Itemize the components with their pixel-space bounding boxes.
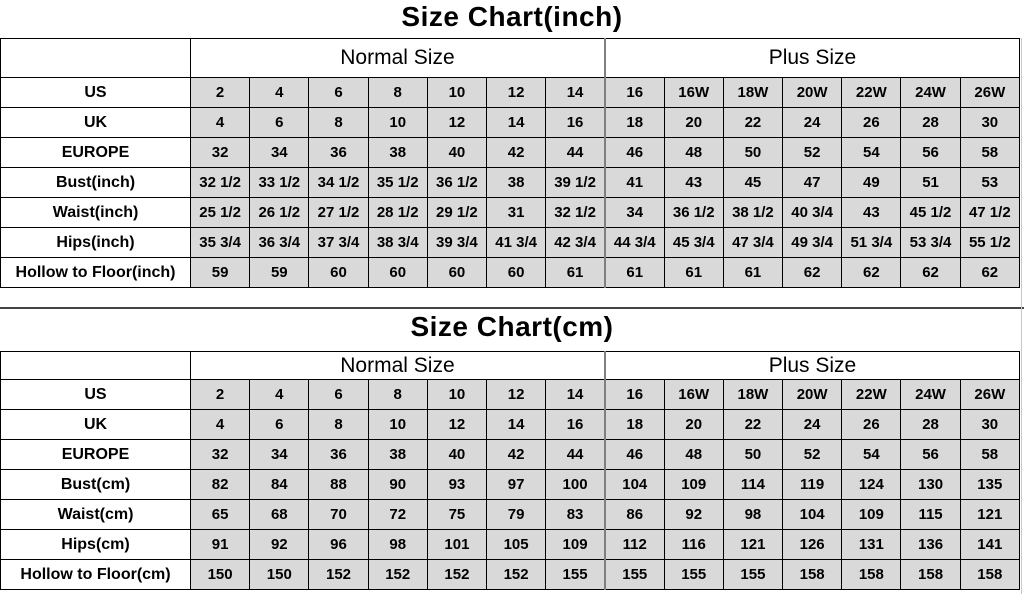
data-cell: 96 <box>309 530 368 560</box>
data-cell: 24W <box>901 380 960 410</box>
data-cell: 38 <box>368 440 427 470</box>
row-label: Hips(cm) <box>1 530 191 560</box>
data-cell: 32 <box>191 138 250 168</box>
data-cell: 50 <box>723 440 782 470</box>
data-cell: 18 <box>605 108 664 138</box>
data-cell: 56 <box>901 138 960 168</box>
data-cell: 38 1/2 <box>723 198 782 228</box>
data-cell: 12 <box>487 380 546 410</box>
data-cell: 152 <box>487 560 546 590</box>
data-cell: 10 <box>427 78 486 108</box>
data-cell: 155 <box>664 560 723 590</box>
data-cell: 155 <box>546 560 605 590</box>
data-cell: 98 <box>723 500 782 530</box>
data-cell: 54 <box>842 138 901 168</box>
data-cell: 16W <box>664 380 723 410</box>
data-cell: 56 <box>901 440 960 470</box>
data-cell: 33 1/2 <box>250 168 309 198</box>
data-cell: 34 <box>250 138 309 168</box>
data-cell: 10 <box>368 108 427 138</box>
data-cell: 44 <box>546 138 605 168</box>
data-cell: 8 <box>368 380 427 410</box>
data-cell: 24 <box>783 410 842 440</box>
data-cell: 6 <box>250 410 309 440</box>
table-row <box>1 470 1020 500</box>
data-cell: 61 <box>723 258 782 288</box>
data-cell: 158 <box>901 560 960 590</box>
data-cell: 72 <box>368 500 427 530</box>
data-cell: 43 <box>842 198 901 228</box>
data-cell: 59 <box>250 258 309 288</box>
data-cell: 28 <box>901 410 960 440</box>
row-label: Waist(cm) <box>1 500 191 530</box>
data-cell: 44 <box>546 440 605 470</box>
row-label: EUROPE <box>1 138 191 168</box>
data-cell: 158 <box>960 560 1019 590</box>
data-cell: 28 1/2 <box>368 198 427 228</box>
data-cell: 8 <box>368 78 427 108</box>
row-label: EUROPE <box>1 440 191 470</box>
table-row <box>1 78 1020 108</box>
row-label: Hips(inch) <box>1 228 191 258</box>
section-divider-line <box>0 307 1024 309</box>
data-cell: 158 <box>842 560 901 590</box>
data-cell: 2 <box>191 78 250 108</box>
data-cell: 26 <box>842 108 901 138</box>
data-cell: 26W <box>960 380 1019 410</box>
data-cell: 155 <box>723 560 782 590</box>
data-cell: 39 3/4 <box>427 228 486 258</box>
data-cell: 109 <box>664 470 723 500</box>
data-cell: 126 <box>783 530 842 560</box>
data-cell: 91 <box>191 530 250 560</box>
row-label: Hollow to Floor(inch) <box>1 258 191 288</box>
size-chart-cm-table <box>0 351 1020 590</box>
data-cell: 47 1/2 <box>960 198 1019 228</box>
data-cell: 12 <box>487 78 546 108</box>
data-cell: 60 <box>427 258 486 288</box>
data-cell: 16 <box>605 78 664 108</box>
data-cell: 136 <box>901 530 960 560</box>
data-cell: 20W <box>783 78 842 108</box>
data-cell: 141 <box>960 530 1019 560</box>
data-cell: 112 <box>605 530 664 560</box>
data-cell: 48 <box>664 440 723 470</box>
data-cell: 20W <box>783 380 842 410</box>
data-cell: 115 <box>901 500 960 530</box>
data-cell: 158 <box>783 560 842 590</box>
data-cell: 58 <box>960 138 1019 168</box>
data-cell: 32 1/2 <box>191 168 250 198</box>
row-label: US <box>1 78 191 108</box>
corner-cell <box>1 39 191 78</box>
data-cell: 60 <box>368 258 427 288</box>
data-cell: 42 <box>487 440 546 470</box>
data-cell: 155 <box>605 560 664 590</box>
data-cell: 58 <box>960 440 1019 470</box>
data-cell: 8 <box>309 108 368 138</box>
data-cell: 40 <box>427 440 486 470</box>
data-cell: 61 <box>546 258 605 288</box>
data-cell: 130 <box>901 470 960 500</box>
data-cell: 45 <box>723 168 782 198</box>
data-cell: 75 <box>427 500 486 530</box>
data-cell: 109 <box>842 500 901 530</box>
data-cell: 31 <box>487 198 546 228</box>
size-chart-cm-title: Size Chart(cm) <box>410 311 614 342</box>
data-cell: 36 <box>309 440 368 470</box>
data-cell: 22W <box>842 78 901 108</box>
data-cell: 6 <box>309 380 368 410</box>
data-cell: 37 3/4 <box>309 228 368 258</box>
data-cell: 24 <box>783 108 842 138</box>
data-cell: 104 <box>783 500 842 530</box>
row-label: Hollow to Floor(cm) <box>1 560 191 590</box>
group-header-row <box>1 352 1020 380</box>
row-label: UK <box>1 410 191 440</box>
data-cell: 92 <box>250 530 309 560</box>
data-cell: 61 <box>664 258 723 288</box>
data-cell: 124 <box>842 470 901 500</box>
data-cell: 119 <box>783 470 842 500</box>
data-cell: 4 <box>250 78 309 108</box>
data-cell: 109 <box>546 530 605 560</box>
row-label: Bust(cm) <box>1 470 191 500</box>
data-cell: 28 <box>901 108 960 138</box>
data-cell: 41 <box>605 168 664 198</box>
table-row <box>1 410 1020 440</box>
data-cell: 40 <box>427 138 486 168</box>
data-cell: 49 3/4 <box>783 228 842 258</box>
data-cell: 45 1/2 <box>901 198 960 228</box>
data-cell: 84 <box>250 470 309 500</box>
data-cell: 86 <box>605 500 664 530</box>
data-cell: 152 <box>368 560 427 590</box>
data-cell: 105 <box>487 530 546 560</box>
data-cell: 26 <box>842 410 901 440</box>
data-cell: 38 3/4 <box>368 228 427 258</box>
data-cell: 44 3/4 <box>605 228 664 258</box>
data-cell: 62 <box>842 258 901 288</box>
data-cell: 121 <box>960 500 1019 530</box>
data-cell: 116 <box>664 530 723 560</box>
data-cell: 42 3/4 <box>546 228 605 258</box>
data-cell: 35 1/2 <box>368 168 427 198</box>
data-cell: 14 <box>546 78 605 108</box>
table-row <box>1 258 1020 288</box>
data-cell: 62 <box>960 258 1019 288</box>
data-cell: 50 <box>723 138 782 168</box>
row-label: Waist(inch) <box>1 198 191 228</box>
data-cell: 49 <box>842 168 901 198</box>
data-cell: 62 <box>901 258 960 288</box>
data-cell: 4 <box>250 380 309 410</box>
table-row <box>1 500 1020 530</box>
data-cell: 61 <box>605 258 664 288</box>
data-cell: 18W <box>723 380 782 410</box>
data-cell: 152 <box>309 560 368 590</box>
data-cell: 48 <box>664 138 723 168</box>
data-cell: 54 <box>842 440 901 470</box>
data-cell: 82 <box>191 470 250 500</box>
data-cell: 150 <box>250 560 309 590</box>
data-cell: 93 <box>427 470 486 500</box>
column-group-header: Normal Size <box>191 352 605 380</box>
data-cell: 51 3/4 <box>842 228 901 258</box>
table-row <box>1 198 1020 228</box>
data-cell: 101 <box>427 530 486 560</box>
data-cell: 20 <box>664 410 723 440</box>
data-cell: 55 1/2 <box>960 228 1019 258</box>
data-cell: 42 <box>487 138 546 168</box>
data-cell: 12 <box>427 108 486 138</box>
data-cell: 22W <box>842 380 901 410</box>
data-cell: 26 1/2 <box>250 198 309 228</box>
data-cell: 10 <box>368 410 427 440</box>
column-group-header: Plus Size <box>605 352 1020 380</box>
data-cell: 24W <box>901 78 960 108</box>
right-edge-gridline <box>1021 38 1022 594</box>
data-cell: 32 <box>191 440 250 470</box>
data-cell: 83 <box>546 500 605 530</box>
data-cell: 114 <box>723 470 782 500</box>
data-cell: 14 <box>546 380 605 410</box>
table-row <box>1 380 1020 410</box>
data-cell: 53 <box>960 168 1019 198</box>
row-label: US <box>1 380 191 410</box>
table-row <box>1 440 1020 470</box>
data-cell: 60 <box>487 258 546 288</box>
data-cell: 52 <box>783 440 842 470</box>
data-cell: 30 <box>960 108 1019 138</box>
data-cell: 18 <box>605 410 664 440</box>
data-cell: 39 1/2 <box>546 168 605 198</box>
data-cell: 88 <box>309 470 368 500</box>
table-row <box>1 108 1020 138</box>
data-cell: 32 1/2 <box>546 198 605 228</box>
data-cell: 100 <box>546 470 605 500</box>
data-cell: 46 <box>605 138 664 168</box>
data-cell: 34 <box>250 440 309 470</box>
data-cell: 47 3/4 <box>723 228 782 258</box>
data-cell: 62 <box>783 258 842 288</box>
group-header-row <box>1 39 1020 78</box>
data-cell: 34 1/2 <box>309 168 368 198</box>
data-cell: 46 <box>605 440 664 470</box>
data-cell: 36 <box>309 138 368 168</box>
data-cell: 14 <box>487 108 546 138</box>
size-chart-inch-title: Size Chart(inch) <box>401 1 623 32</box>
data-cell: 22 <box>723 410 782 440</box>
data-cell: 8 <box>309 410 368 440</box>
data-cell: 52 <box>783 138 842 168</box>
data-cell: 6 <box>309 78 368 108</box>
data-cell: 60 <box>309 258 368 288</box>
data-cell: 22 <box>723 108 782 138</box>
table-row <box>1 168 1020 198</box>
data-cell: 20 <box>664 108 723 138</box>
data-cell: 92 <box>664 500 723 530</box>
data-cell: 47 <box>783 168 842 198</box>
data-cell: 25 1/2 <box>191 198 250 228</box>
data-cell: 35 3/4 <box>191 228 250 258</box>
size-chart-inch-table <box>0 38 1020 288</box>
table-row <box>1 560 1020 590</box>
data-cell: 10 <box>427 380 486 410</box>
data-cell: 90 <box>368 470 427 500</box>
data-cell: 65 <box>191 500 250 530</box>
data-cell: 59 <box>191 258 250 288</box>
data-cell: 16 <box>546 410 605 440</box>
data-cell: 16 <box>605 380 664 410</box>
row-label: Bust(inch) <box>1 168 191 198</box>
data-cell: 18W <box>723 78 782 108</box>
data-cell: 6 <box>250 108 309 138</box>
data-cell: 36 1/2 <box>427 168 486 198</box>
corner-cell <box>1 352 191 380</box>
row-label: UK <box>1 108 191 138</box>
data-cell: 104 <box>605 470 664 500</box>
data-cell: 97 <box>487 470 546 500</box>
data-cell: 12 <box>427 410 486 440</box>
data-cell: 41 3/4 <box>487 228 546 258</box>
data-cell: 45 3/4 <box>664 228 723 258</box>
data-cell: 70 <box>309 500 368 530</box>
data-cell: 16W <box>664 78 723 108</box>
data-cell: 30 <box>960 410 1019 440</box>
data-cell: 34 <box>605 198 664 228</box>
data-cell: 43 <box>664 168 723 198</box>
data-cell: 16 <box>546 108 605 138</box>
data-cell: 36 1/2 <box>664 198 723 228</box>
column-group-header: Normal Size <box>191 39 605 78</box>
data-cell: 121 <box>723 530 782 560</box>
table-row <box>1 138 1020 168</box>
data-cell: 26W <box>960 78 1019 108</box>
data-cell: 36 3/4 <box>250 228 309 258</box>
data-cell: 4 <box>191 108 250 138</box>
data-cell: 98 <box>368 530 427 560</box>
data-cell: 29 1/2 <box>427 198 486 228</box>
column-group-header: Plus Size <box>605 39 1020 78</box>
data-cell: 27 1/2 <box>309 198 368 228</box>
data-cell: 14 <box>487 410 546 440</box>
data-cell: 152 <box>427 560 486 590</box>
data-cell: 51 <box>901 168 960 198</box>
data-cell: 2 <box>191 380 250 410</box>
data-cell: 79 <box>487 500 546 530</box>
data-cell: 4 <box>191 410 250 440</box>
data-cell: 150 <box>191 560 250 590</box>
data-cell: 68 <box>250 500 309 530</box>
data-cell: 40 3/4 <box>783 198 842 228</box>
data-cell: 53 3/4 <box>901 228 960 258</box>
data-cell: 38 <box>487 168 546 198</box>
table-row <box>1 530 1020 560</box>
data-cell: 135 <box>960 470 1019 500</box>
table-row <box>1 228 1020 258</box>
data-cell: 38 <box>368 138 427 168</box>
data-cell: 131 <box>842 530 901 560</box>
